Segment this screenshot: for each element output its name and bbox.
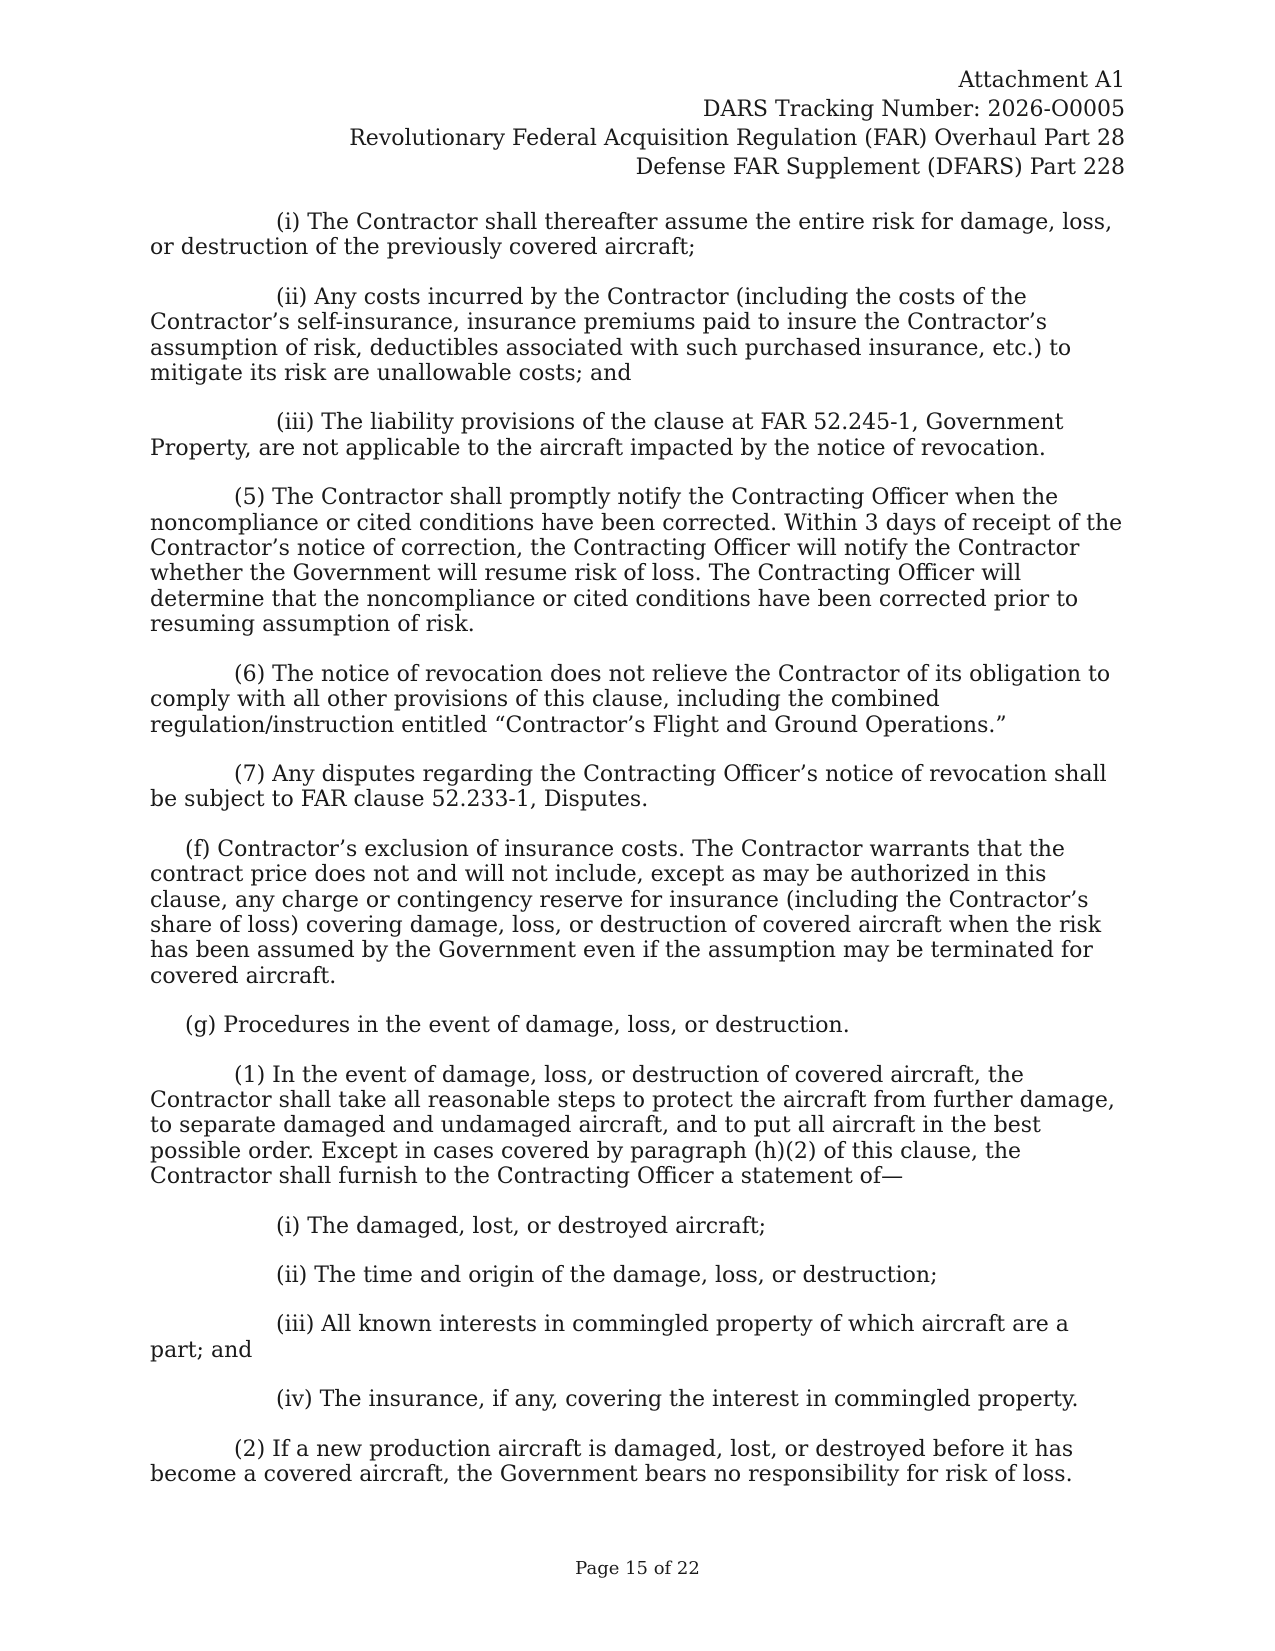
paragraph-g-procedures: (g) Procedures in the event of damage, loss, or destruction. bbox=[185, 1013, 850, 1039]
list-item-ii: (ii) The time and origin of the damage, loss, or destruction; bbox=[276, 1263, 938, 1288]
paragraph-5-notify: (5) The Contractor shall promptly notify the Contracting Officer when the noncompliance or cited conditions have been corrected. Within 3 days of receipt of the Contractor’s notice of correction, the Contracting Officer will notify the Contractor whether the Government will resume risk of loss. The Contracting Officer will determine that the noncompliance or cited conditions have been corrected prior to resuming assumption of risk. bbox=[150, 485, 1123, 638]
document-body bbox=[150, 210, 1125, 1511]
paragraph-6-revocation: (6) The notice of revocation does not relieve the Contractor of its obligation to comply with all other provisions of this clause, including the combined regulation/instruction entitled “Contractor’s Flight and Ground Operations.” bbox=[150, 661, 1111, 738]
paragraph-i-assume-risk: (i) The Contractor shall thereafter assume the entire risk for damage, loss, or destruction of the previously covered aircraft; bbox=[150, 210, 1113, 261]
list-item-i: (i) The damaged, lost, or destroyed aircraft; bbox=[276, 1213, 767, 1239]
paragraph-7-disputes: (7) Any disputes regarding the Contracting Officer’s notice of revocation shall be subject to FAR clause 52.233-1, Disputes. bbox=[150, 761, 1107, 813]
header-tracking-number: DARS Tracking Number: 2026-O0005 bbox=[702, 97, 1125, 122]
list-item-iii: (iii) All known interests in commingled property of which aircraft are a part; and bbox=[150, 1312, 1069, 1363]
header-dfars-part: Defense FAR Supplement (DFARS) Part 228 bbox=[635, 155, 1125, 180]
paragraph-1-event-of-damage: (1) In the event of damage, loss, or destruction of covered aircraft, the Contractor shall take all reasonable steps to protect the aircraft from further damage, to separate damaged and undamaged aircraft, and to put all aircraft in the best possible order. Except in cases covered by paragraph (h)(2) of this clause, the Contractor shall furnish to the Contracting Officer a statement of— bbox=[150, 1062, 1115, 1190]
page-number: Page 15 of 22 bbox=[575, 1558, 700, 1579]
header-far-part: Revolutionary Federal Acquisition Regulation (FAR) Overhaul Part 28 bbox=[349, 126, 1125, 151]
paragraph-f-exclusion: (f) Contractor’s exclusion of insurance costs. The Contractor warrants that the contract price does not and will not include, except as may be authorized in this clause, any charge or contingency reserve for insurance (including the Contractor’s share of loss) covering damage, loss, or destruction of covered aircraft when the risk has been assumed by the Government even if the assumption may be terminated for covered aircraft. bbox=[150, 836, 1102, 989]
paragraph-iii-liability: (iii) The liability provisions of the clause at FAR 52.245-1, Government Property, are not applicable to the aircraft impacted by the notice of revocation. bbox=[150, 410, 1064, 461]
list-item-iv: (iv) The insurance, if any, covering the interest in commingled property. bbox=[276, 1387, 1079, 1413]
header-attachment: Attachment A1 bbox=[958, 68, 1125, 93]
paragraph-2-new-production: (2) If a new production aircraft is damaged, lost, or destroyed before it has become a covered aircraft, the Government bears no responsibility for risk of loss. bbox=[150, 1436, 1074, 1488]
paragraph-ii-costs: (ii) Any costs incurred by the Contractor (including the costs of the Contractor’s self-insurance, insurance premiums paid to insure the Contractor’s assumption of risk, deductibles associated with such purchased insurance, etc.) to mitigate its risk are unallowable costs; and bbox=[150, 284, 1072, 387]
page-header bbox=[349, 66, 1125, 182]
